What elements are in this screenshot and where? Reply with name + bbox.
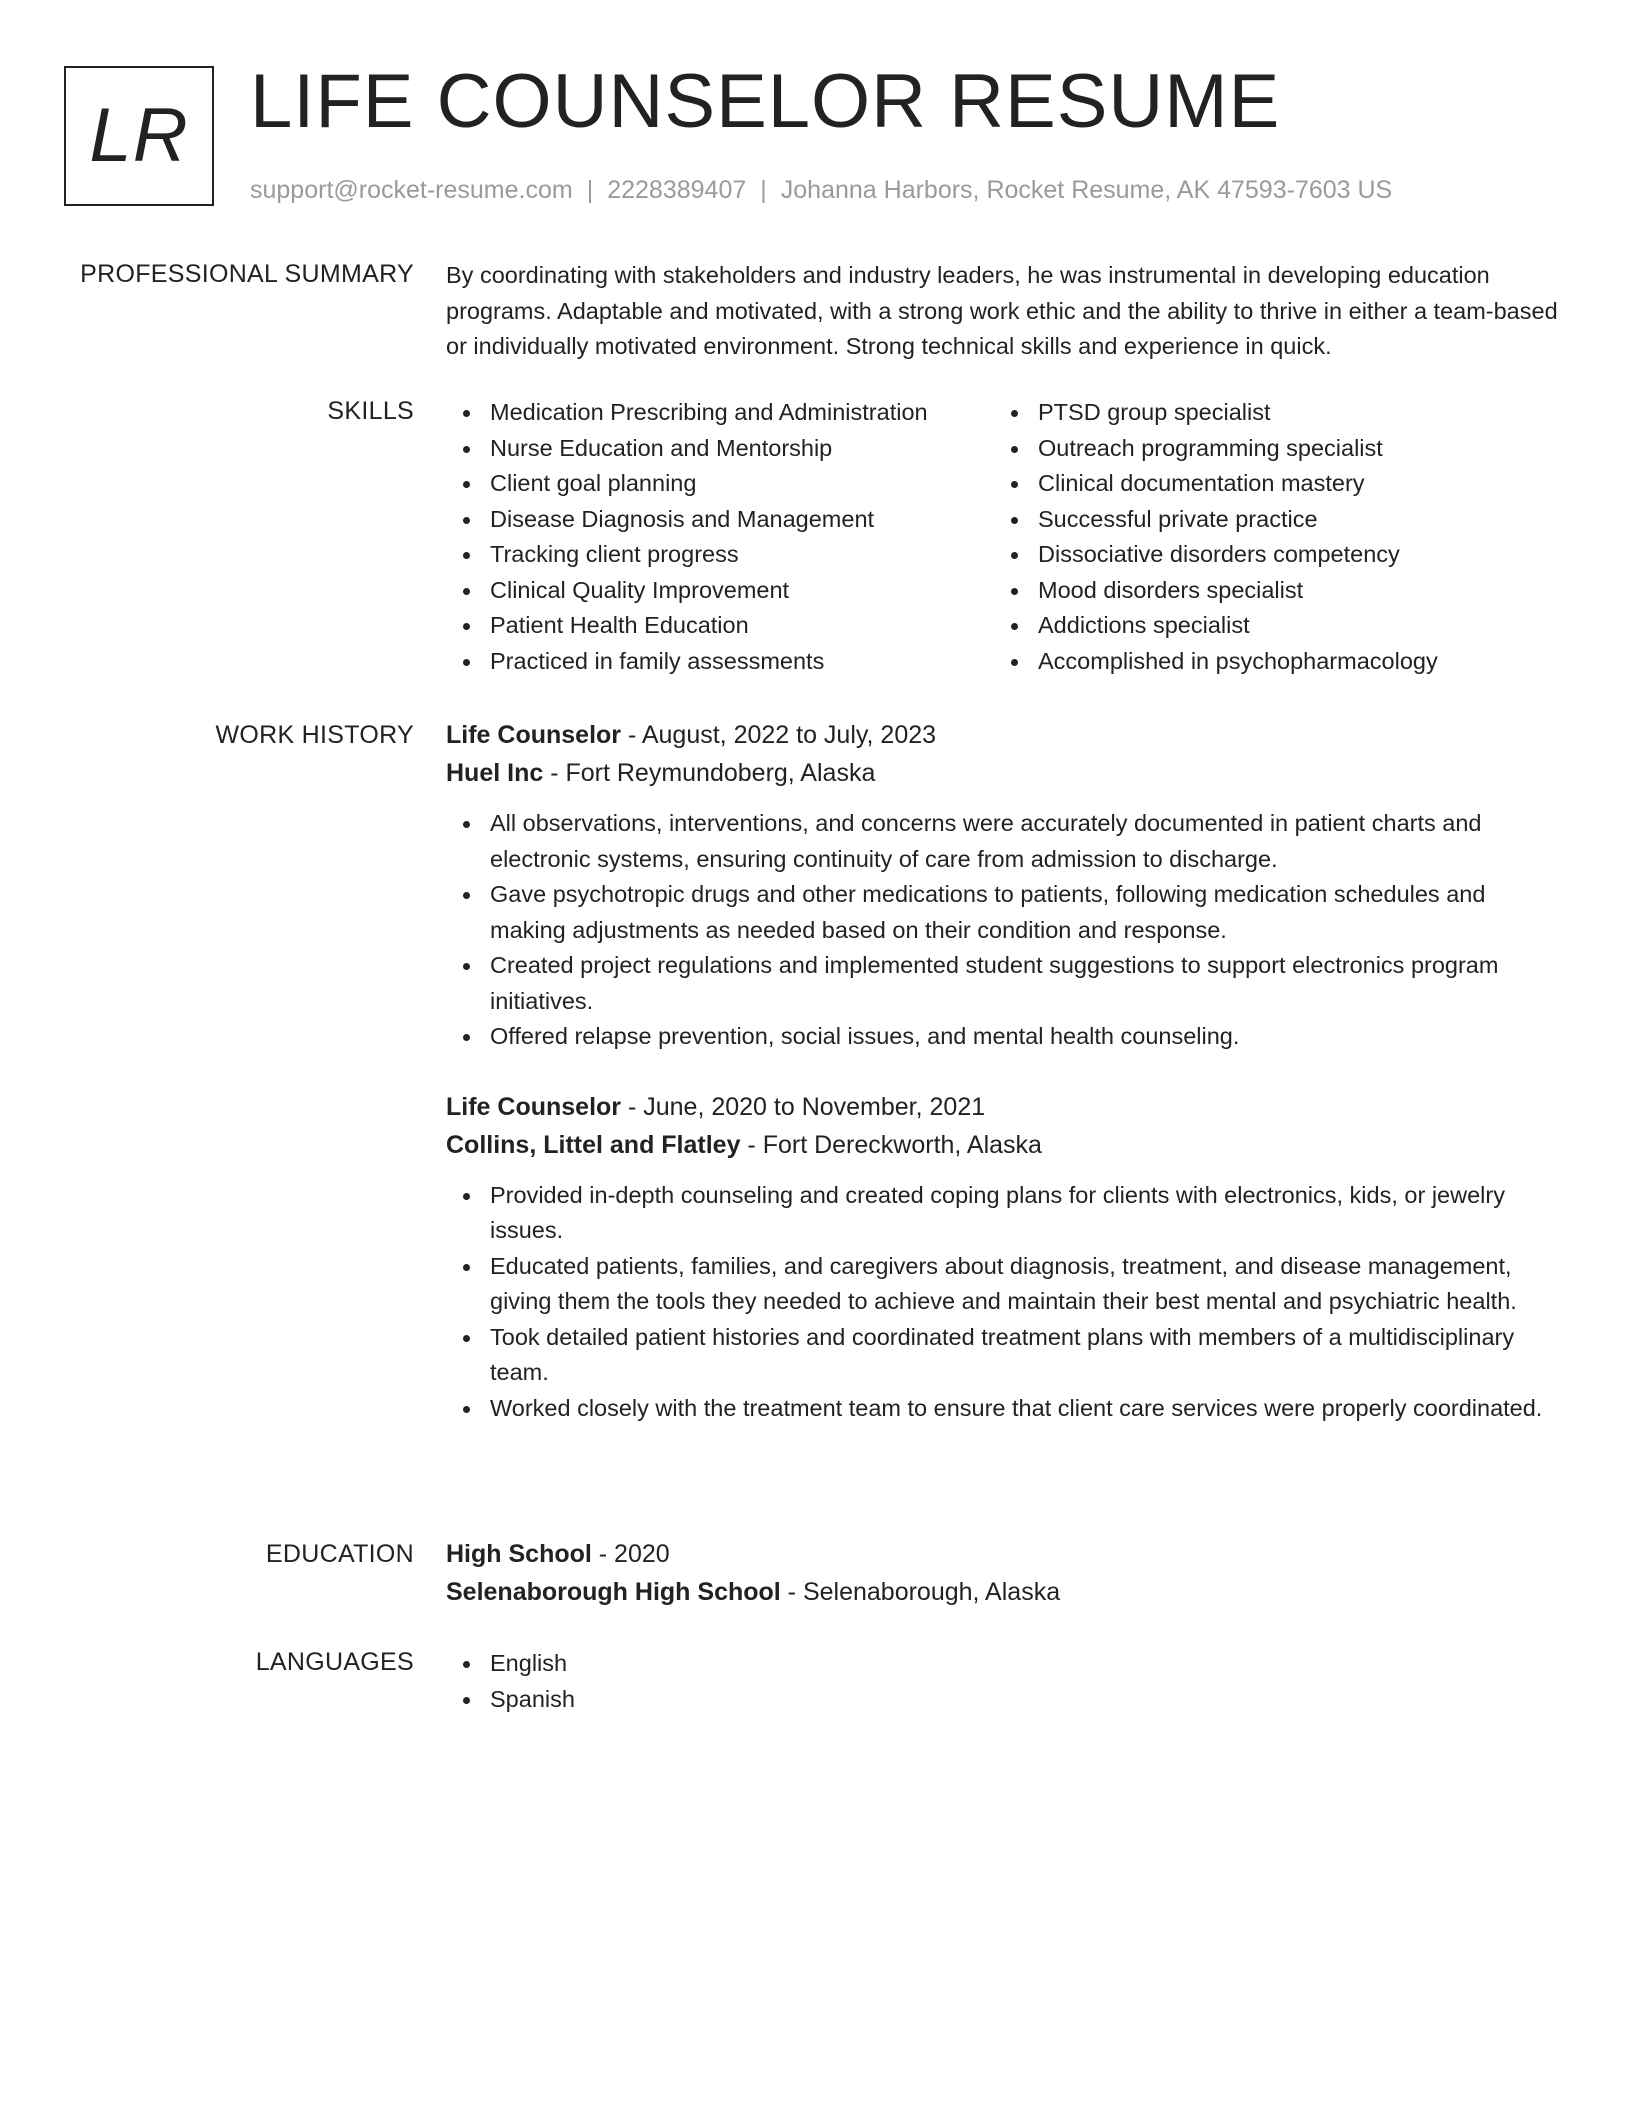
summary-text: By coordinating with stakeholders and industry leaders, he was instrumental in developing education programs. Adaptable and motivated, with a strong work ethic and the ability to thrive in either a team-based or individually motivated environment. Strong technical skills and experience in quick.	[446, 262, 1558, 359]
work-history-body	[446, 716, 1566, 1426]
job-location: - Fort Dereckworth, Alaska	[740, 1130, 1042, 1159]
monogram-logo	[64, 66, 214, 206]
section-label: EDUCATION	[265, 1540, 414, 1568]
skill-item: Accomplished in psychopharmacology	[994, 644, 1542, 680]
skill-item: Client goal planning	[446, 466, 994, 502]
skill-item: Successful private practice	[994, 502, 1542, 538]
job-title: Life Counselor	[446, 1092, 622, 1121]
job-company-line	[446, 1126, 1566, 1164]
skill-item: Medication Prescribing and Administration	[446, 395, 994, 431]
contact-separator: |	[586, 176, 594, 204]
job-location: - Fort Reymundoberg, Alaska	[543, 759, 876, 787]
skill-item: Tracking client progress	[446, 537, 994, 573]
job-bullets	[446, 1178, 1566, 1427]
skill-item: Mood disorders specialist	[994, 573, 1542, 609]
education-location: - Selenaborough, Alaska	[780, 1578, 1061, 1606]
skills-list-left	[446, 395, 994, 679]
job-bullet: Took detailed patient histories and coordinated treatment plans with members of a multidisciplinary team.	[446, 1320, 1566, 1391]
skill-item: Disease Diagnosis and Management	[446, 502, 994, 538]
skill-item: Nurse Education and Mentorship	[446, 431, 994, 467]
skill-item: Dissociative disorders competency	[994, 537, 1542, 573]
job-title: Life Counselor	[446, 721, 622, 749]
language-item: Spanish	[446, 1682, 1566, 1718]
job-bullet: Gave psychotropic drugs and other medications to patients, following medication schedules and making adjustments as needed based on their condition and response.	[446, 877, 1566, 948]
job-bullet: All observations, interventions, and concerns were accurately documented in patient charts and electronic systems, ensuring continuity of care from admission to discharge.	[446, 806, 1566, 877]
skill-item: Patient Health Education	[446, 608, 994, 644]
skill-item: Clinical Quality Improvement	[446, 573, 994, 609]
section-label: SKILLS	[327, 397, 414, 425]
section-label: PROFESSIONAL SUMMARY	[80, 260, 414, 288]
contact-address: Johanna Harbors, Rocket Resume, AK 47593-7603 US	[780, 176, 1393, 204]
job-company: Huel Inc	[446, 759, 544, 787]
monogram-initials: LR	[89, 93, 189, 178]
languages-body	[446, 1646, 1566, 1717]
section-label: LANGUAGES	[255, 1648, 414, 1676]
skills-list-right	[994, 395, 1542, 679]
job-bullet: Educated patients, families, and caregivers about diagnosis, treatment, and disease management, giving them the tools they needed to achieve and maintain their best mental and psychiatric health.	[446, 1249, 1566, 1320]
job-bullet: Worked closely with the treatment team to ensure that client care services were properly coordinated.	[446, 1391, 1566, 1427]
education-degree-line	[446, 1535, 1566, 1573]
job-dates: - June, 2020 to November, 2021	[621, 1092, 986, 1121]
job-bullet: Created project regulations and implemented student suggestions to support electronics program initiatives.	[446, 948, 1566, 1019]
contact-phone: 2228389407	[607, 176, 747, 204]
contact-line	[250, 174, 1392, 206]
job-title-line	[446, 716, 1566, 754]
education-year: - 2020	[591, 1540, 670, 1568]
contact-email: support@rocket-resume.com	[250, 176, 573, 204]
skill-item: Addictions specialist	[994, 608, 1542, 644]
education-body	[446, 1535, 1566, 1611]
job-title-line	[446, 1088, 1566, 1126]
page-title: LIFE COUNSELOR RESUME	[250, 59, 1281, 144]
language-item: English	[446, 1646, 1566, 1682]
languages-list	[446, 1646, 1566, 1717]
education-school: Selenaborough High School	[446, 1578, 781, 1606]
summary-body	[446, 258, 1566, 365]
job-entry	[446, 1088, 1566, 1427]
section-label: WORK HISTORY	[215, 721, 414, 749]
job-bullet: Provided in-depth counseling and created coping plans for clients with electronics, kids, or jewelry issues.	[446, 1178, 1566, 1249]
job-entry	[446, 716, 1566, 1055]
job-bullets	[446, 806, 1566, 1055]
skill-item: PTSD group specialist	[994, 395, 1542, 431]
skill-item: Practiced in family assessments	[446, 644, 994, 680]
skill-item: Outreach programming specialist	[994, 431, 1542, 467]
education-degree: High School	[446, 1540, 592, 1568]
job-company-line	[446, 754, 1566, 792]
skills-body	[446, 395, 1566, 679]
job-company: Collins, Littel and Flatley	[446, 1130, 741, 1159]
job-dates: - August, 2022 to July, 2023	[621, 721, 937, 749]
job-bullet: Offered relapse prevention, social issues, and mental health counseling.	[446, 1019, 1566, 1055]
education-school-line	[446, 1573, 1566, 1611]
contact-separator: |	[760, 176, 767, 204]
skill-item: Clinical documentation mastery	[994, 466, 1542, 502]
